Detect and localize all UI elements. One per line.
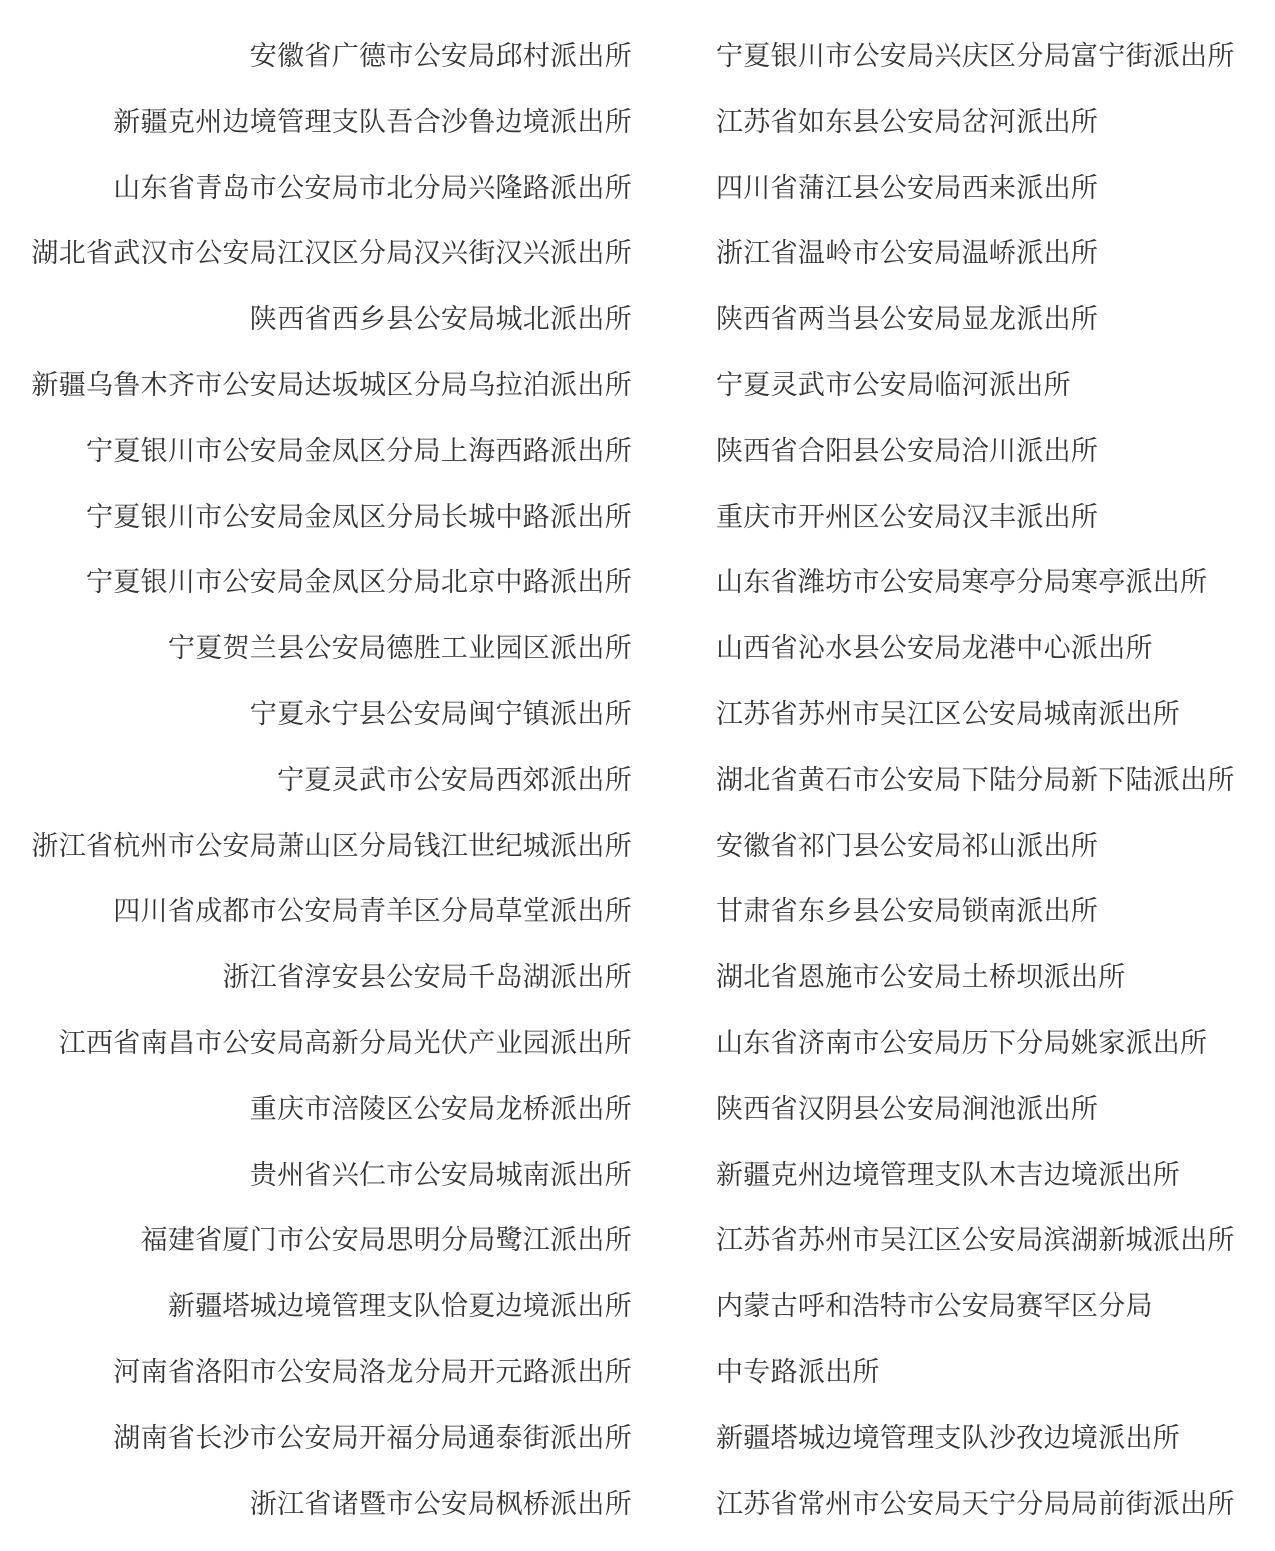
left-entry: 山东省青岛市公安局市北分局兴隆路派出所 [113, 172, 632, 204]
list-row [0, 1406, 1275, 1472]
right-entry: 新疆克州边境管理支队木吉边境派出所 [716, 1159, 1181, 1191]
right-entry: 四川省蒲江县公安局西来派出所 [716, 172, 1099, 204]
left-entry: 陕西省西乡县公安局城北派出所 [249, 304, 632, 336]
left-entry: 新疆乌鲁木齐市公安局达坂城区分局乌拉泊派出所 [31, 369, 632, 401]
list-row [0, 814, 1275, 880]
list-row [0, 879, 1275, 945]
left-entry: 宁夏银川市公安局金凤区分局上海西路派出所 [86, 435, 632, 467]
left-entry: 浙江省诸暨市公安局枫桥派出所 [249, 1488, 632, 1520]
left-entry: 新疆塔城边境管理支队恰夏边境派出所 [167, 1291, 632, 1323]
right-entry: 宁夏灵武市公安局临河派出所 [716, 369, 1071, 401]
right-entry: 江苏省苏州市吴江区公安局滨湖新城派出所 [716, 1225, 1235, 1257]
left-entry: 浙江省淳安县公安局千岛湖派出所 [222, 962, 632, 994]
list-row [0, 945, 1275, 1011]
list-row [0, 748, 1275, 814]
list-row [0, 1274, 1275, 1340]
right-entry: 甘肃省东乡县公安局锁南派出所 [716, 896, 1099, 928]
list-row [0, 550, 1275, 616]
left-entry: 江西省南昌市公安局高新分局光伏产业园派出所 [58, 1027, 632, 1059]
right-entry: 浙江省温岭市公安局温峤派出所 [716, 238, 1099, 270]
list-row [0, 1472, 1275, 1538]
left-entry: 宁夏银川市公安局金凤区分局长城中路派出所 [86, 501, 632, 533]
right-entry: 江苏省如东县公安局岔河派出所 [716, 106, 1099, 138]
list-row [0, 616, 1275, 682]
right-entry: 宁夏银川市公安局兴庆区分局富宁街派出所 [716, 41, 1235, 72]
right-entry: 山东省潍坊市公安局寒亭分局寒亭派出所 [716, 567, 1208, 599]
left-entry: 浙江省杭州市公安局萧山区分局钱江世纪城派出所 [31, 830, 632, 862]
right-entry: 安徽省祁门县公安局祁山派出所 [716, 830, 1099, 862]
list-row [0, 1208, 1275, 1274]
left-entry: 重庆市涪陵区公安局龙桥派出所 [249, 1093, 632, 1125]
right-entry: 中专路派出所 [716, 1356, 880, 1388]
list-row [0, 1077, 1275, 1143]
list-row [0, 24, 1275, 90]
left-entry: 宁夏灵武市公安局西郊派出所 [277, 764, 632, 796]
list-row [0, 682, 1275, 748]
right-entry: 湖北省恩施市公安局土桥坝派出所 [716, 962, 1126, 994]
list-row [0, 287, 1275, 353]
left-entry: 河南省洛阳市公安局洛龙分局开元路派出所 [113, 1356, 632, 1388]
right-entry: 山西省沁水县公安局龙港中心派出所 [716, 633, 1153, 665]
left-entry: 四川省成都市公安局青羊区分局草堂派出所 [113, 896, 632, 928]
right-entry: 江苏省常州市公安局天宁分局局前街派出所 [716, 1488, 1235, 1520]
left-entry: 福建省厦门市公安局思明分局鹭江派出所 [140, 1225, 632, 1257]
right-entry: 重庆市开州区公安局汉丰派出所 [716, 501, 1099, 533]
right-entry: 新疆塔城边境管理支队沙孜边境派出所 [716, 1422, 1181, 1454]
left-entry: 宁夏永宁县公安局闽宁镇派出所 [249, 698, 632, 730]
right-entry: 山东省济南市公安局历下分局姚家派出所 [716, 1027, 1208, 1059]
list-row [0, 90, 1275, 156]
right-entry: 陕西省两当县公安局显龙派出所 [716, 304, 1099, 336]
right-entry: 陕西省汉阴县公安局涧池派出所 [716, 1093, 1099, 1125]
list-row [0, 353, 1275, 419]
left-entry: 宁夏银川市公安局金凤区分局北京中路派出所 [86, 567, 632, 599]
list-row [0, 221, 1275, 287]
list-row [0, 1011, 1275, 1077]
left-entry: 宁夏贺兰县公安局德胜工业园区派出所 [167, 633, 632, 665]
list-row [0, 1143, 1275, 1209]
right-entry: 内蒙古呼和浩特市公安局赛罕区分局 [716, 1291, 1153, 1323]
right-entry: 江苏省苏州市吴江区公安局城南派出所 [716, 698, 1181, 730]
left-entry: 湖北省武汉市公安局江汉区分局汉兴街汉兴派出所 [31, 238, 632, 270]
police-station-list [0, 24, 1275, 1537]
right-entry: 陕西省合阳县公安局洽川派出所 [716, 435, 1099, 467]
left-entry: 贵州省兴仁市公安局城南派出所 [249, 1159, 632, 1191]
list-row [0, 1340, 1275, 1406]
list-row [0, 485, 1275, 551]
list-row [0, 156, 1275, 222]
left-entry: 湖南省长沙市公安局开福分局通泰街派出所 [113, 1422, 632, 1454]
left-entry: 安徽省广德市公安局邱村派出所 [249, 41, 632, 72]
right-entry: 湖北省黄石市公安局下陆分局新下陆派出所 [716, 764, 1235, 796]
list-row [0, 419, 1275, 485]
left-entry: 新疆克州边境管理支队吾合沙鲁边境派出所 [113, 106, 632, 138]
